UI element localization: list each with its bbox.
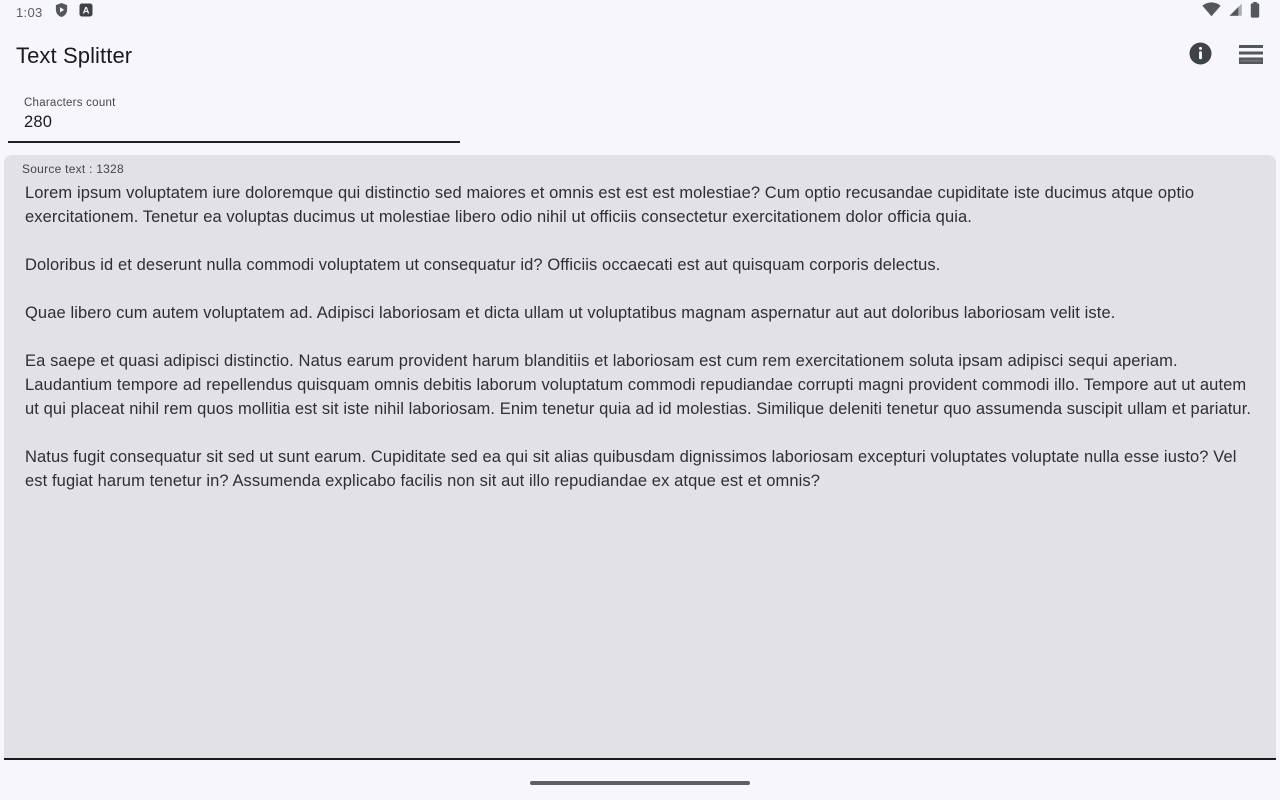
gesture-handle[interactable] [530,781,750,785]
menu-button[interactable] [1238,43,1264,69]
char-count-underline [8,141,460,143]
play-protect-shield-icon [54,2,69,23]
source-paragraph: Doloribus id et deserunt nulla commodi voluptatem ut consequatur id? Officiis occaecati est aut quisquam corporis delectus. [25,256,941,274]
app-bar [0,24,1280,88]
app-bar-actions [1187,43,1264,69]
hamburger-menu-icon [1238,43,1264,70]
info-icon [1189,42,1212,70]
wifi-icon [1202,2,1221,22]
char-count-row [0,88,1280,144]
status-bar [0,0,1280,24]
battery-icon [1250,2,1260,23]
source-text-label: Source text : 1328 [22,162,124,176]
source-text-body [22,181,1258,493]
page-title: Text Splitter [16,43,133,68]
letter-a-box-icon [79,3,93,22]
svg-text:A: A [82,5,89,17]
source-text-area[interactable] [4,155,1276,760]
char-count-field[interactable] [8,88,460,143]
status-time: 1:03 [16,5,43,20]
cell-signal-icon [1228,2,1243,22]
source-paragraph: Natus fugit consequatur sit sed ut sunt earum. Cupiditate sed ea qui sit alias quibusdam dignissimos laboriosam excepturi voluptates voluptate nulla esse iusto? Vel est fugiat harum tenetur in? Assumenda explicabo facilis non sit aut illo repudiandae ex atque est et omnis? [25,448,1237,490]
char-count-label: Characters count [24,97,116,109]
info-button[interactable] [1187,43,1213,69]
source-paragraph: Ea saepe et quasi adipisci distinctio. Natus earum provident harum blanditiis et laboriosam est cum rem exercitationem soluta ipsam adipisci sequi aperiam. Laudantium tempore ad repellendus quisquam omnis debitis laborum voluptatum commodi repudiandae corrupti magni provident commodi illo. Tempore aut ut autem ut qui placeat nihil rem quos mollitia est sit iste nihil laboriosam. Enim tenetur quia ad id molestias. Similique deleniti tenetur quo assumenda suscipit ullam et pariatur. [25,352,1252,418]
char-count-input[interactable]: 280 [24,113,53,131]
status-right-icons [1202,2,1260,23]
source-paragraph: Quae libero cum autem voluptatem ad. Adipisci laboriosam et dicta ullam ut voluptatibus magnam aspernatur aut aut doloribus laboriosam velit iste. [25,304,1116,322]
source-paragraph: Lorem ipsum voluptatem iure doloremque qui distinctio sed maiores et omnis est est est molestiae? Cum optio recusandae cupiditate iste ducimus atque optio exercitationem. Tenetur ea voluptas ducimus ut molestiae libero odio nihil ut officiis consectetur exercitationem dolor officia quia. [25,184,1195,226]
